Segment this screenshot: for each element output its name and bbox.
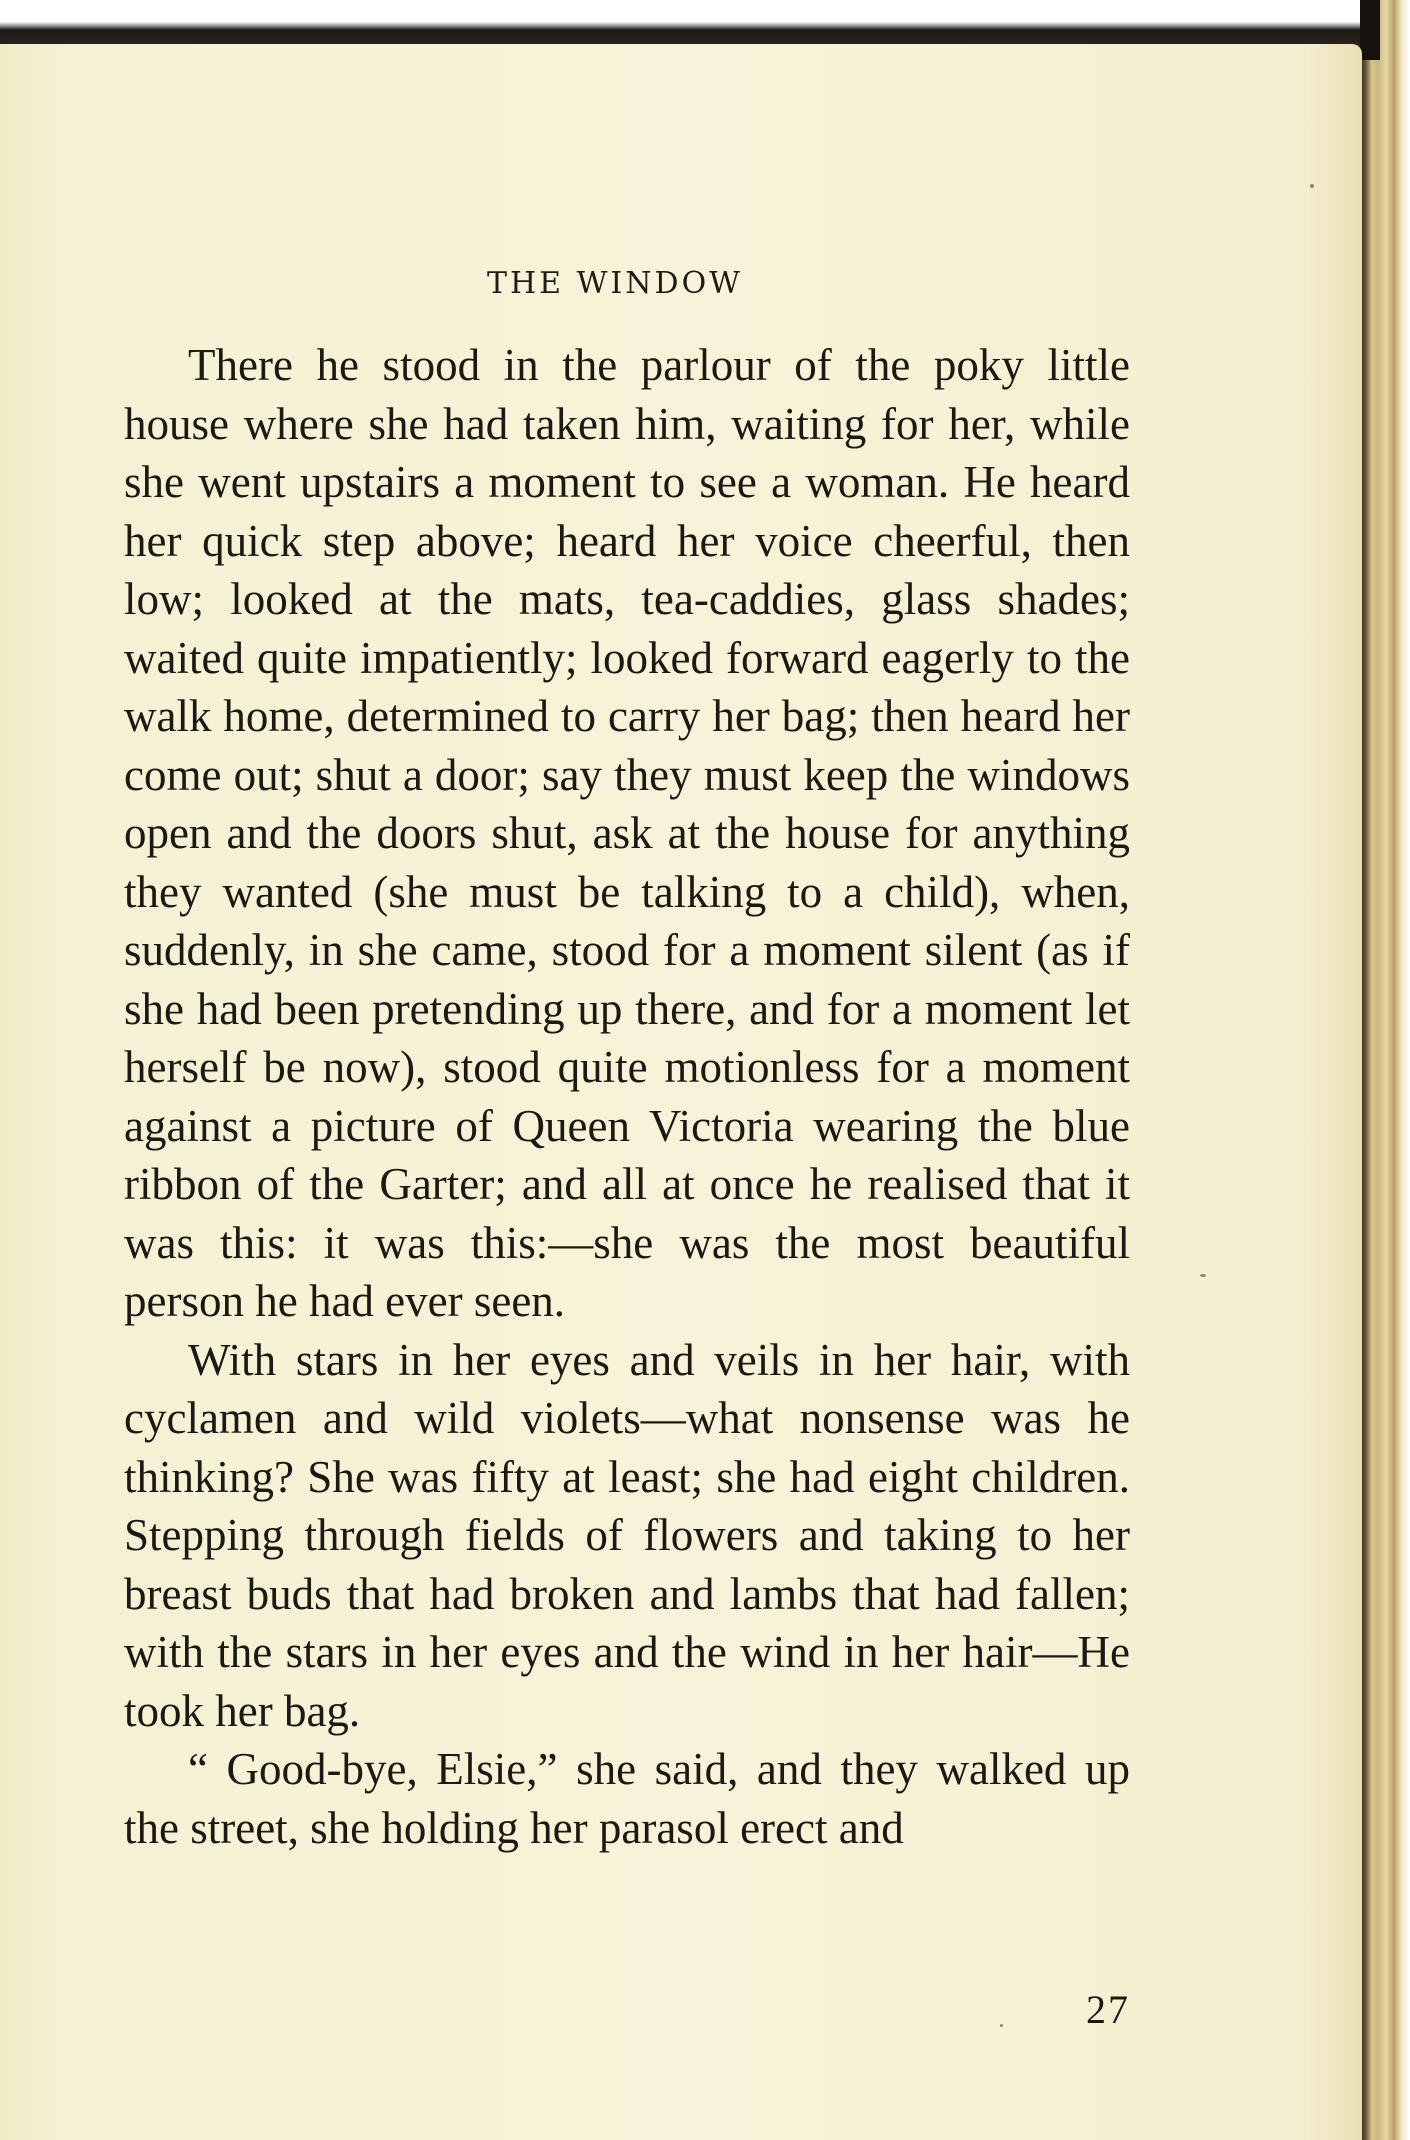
paper-speck (1000, 2024, 1003, 2027)
book-page (0, 44, 1362, 2140)
paper-speck (1310, 184, 1314, 188)
cover-corner (1360, 0, 1380, 60)
running-head: THE WINDOW (486, 266, 744, 301)
page-number: 27 (1086, 1987, 1130, 2032)
body-text (124, 336, 1130, 1857)
page-edge-stack (1360, 0, 1410, 2140)
paragraph-2: With stars in her eyes and veils in her hair, with cyclamen and wild violets—what nonsense was he thinking? She was fifty at least; she had eight children. Stepping through fields of flowers and taking to her breast buds that had broken and lambs that had fallen; with the stars in her eyes and the wind in her hair—He took her bag. (124, 1334, 1130, 1736)
paragraph-3: “ Good-bye, Elsie,” she said, and they walked up the street, she holding her parasol erect and (124, 1744, 1130, 1853)
paper-speck (1200, 1274, 1206, 1277)
paragraph-1: There he stood in the parlour of the poky little house where she had taken him, waiting for her, while she went upstairs a moment to see a woman. He heard her quick step above; heard her voice cheerful, then low; looked at the mats, tea-caddies, glass shades; waited quite impatiently; looked forward eagerly to the walk home, determined to carry her bag; then heard her come out; shut a door; say they must keep the windows open and the doors shut, ask at the house for anything they wanted (she must be talking to a child), when, suddenly, in she came, stood for a moment silent (as if she had been pretending up there, and for a moment let herself be now), stood quite motionless for a moment against a picture of Queen Victoria wearing the blue ribbon of the Garter; and all at once he realised that it was this: it was this:—she was the most beautiful person he had ever seen. (124, 340, 1130, 1326)
